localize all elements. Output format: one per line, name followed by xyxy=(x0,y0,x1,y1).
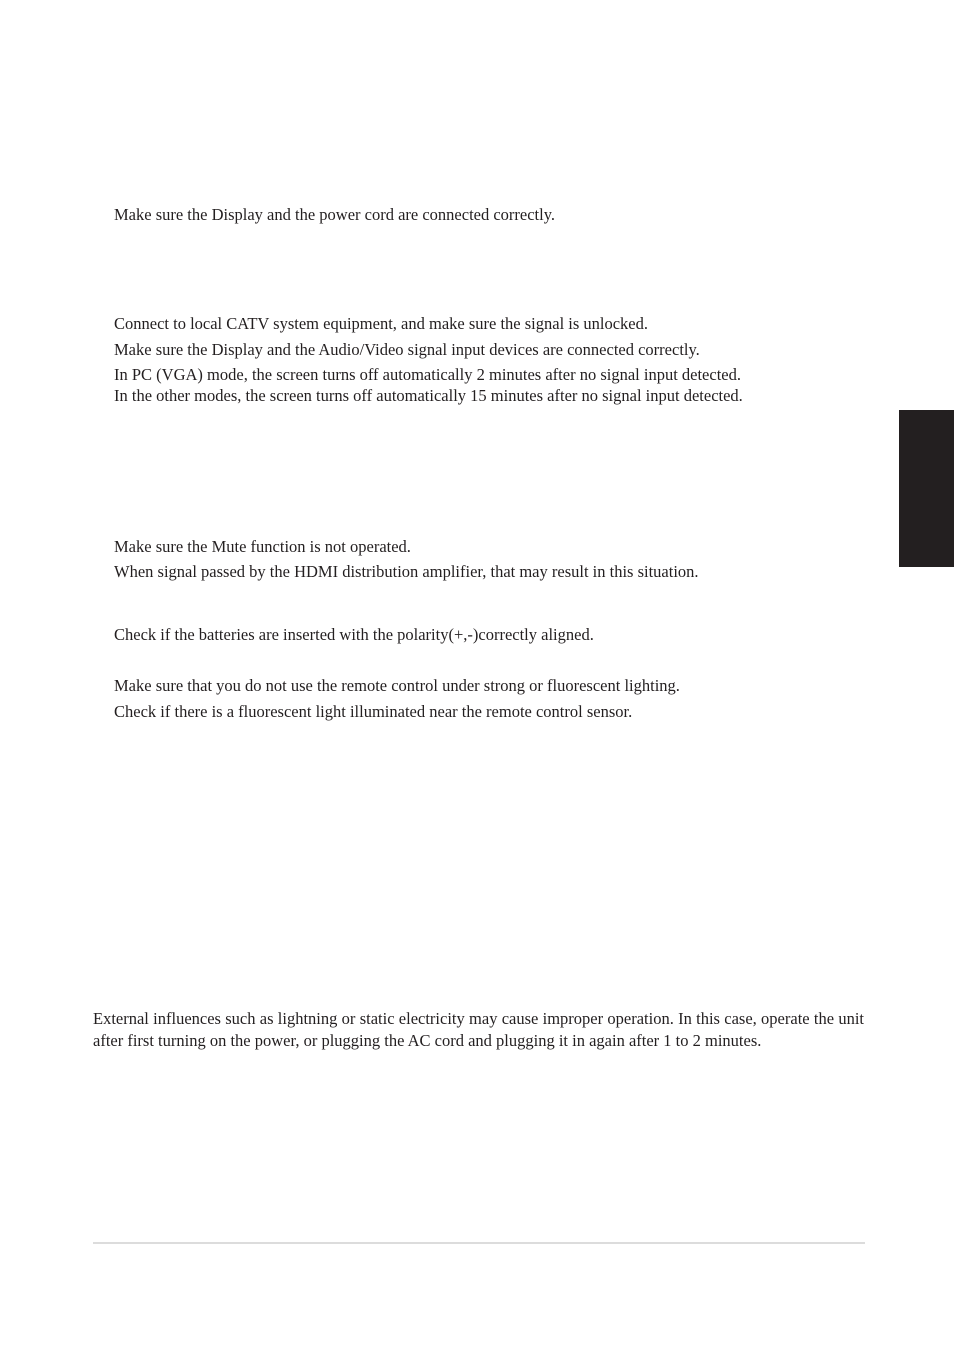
mute-check-line: Make sure the Mute function is not operated. xyxy=(114,537,411,556)
battery-polarity-line: Check if the batteries are inserted with the polarity(+,-)correctly aligned. xyxy=(114,625,594,644)
av-connection-line: Make sure the Display and the Audio/Video signal input devices are connected correctly. xyxy=(114,340,700,359)
vga-auto-off-line: In PC (VGA) mode, the screen turns off automatically 2 minutes after no signal input detected. xyxy=(114,365,741,384)
power-cord-check-line: Make sure the Display and the power cord are connected correctly. xyxy=(114,205,556,224)
footer-divider xyxy=(93,1242,865,1244)
other-modes-auto-off-line: In the other modes, the screen turns off automatically 15 minutes after no signal input detected. xyxy=(114,386,743,405)
external-influences-note: External influences such as lightning or static electricity may cause improper operation. In this case, operate the unit after first turning on the power, or plugging the AC cord and plugging it in again after 1 to 2 minutes. xyxy=(93,1009,864,1050)
hdmi-amplifier-line: When signal passed by the HDMI distribution amplifier, that may result in this situation. xyxy=(114,562,699,581)
fluorescent-sensor-line: Check if there is a fluorescent light illuminated near the remote control sensor. xyxy=(114,702,633,721)
strong-lighting-line: Make sure that you do not use the remote control under strong or fluorescent lighting. xyxy=(114,676,680,695)
catv-signal-line: Connect to local CATV system equipment, and make sure the signal is unlocked. xyxy=(114,314,649,333)
section-side-tab xyxy=(899,410,954,567)
